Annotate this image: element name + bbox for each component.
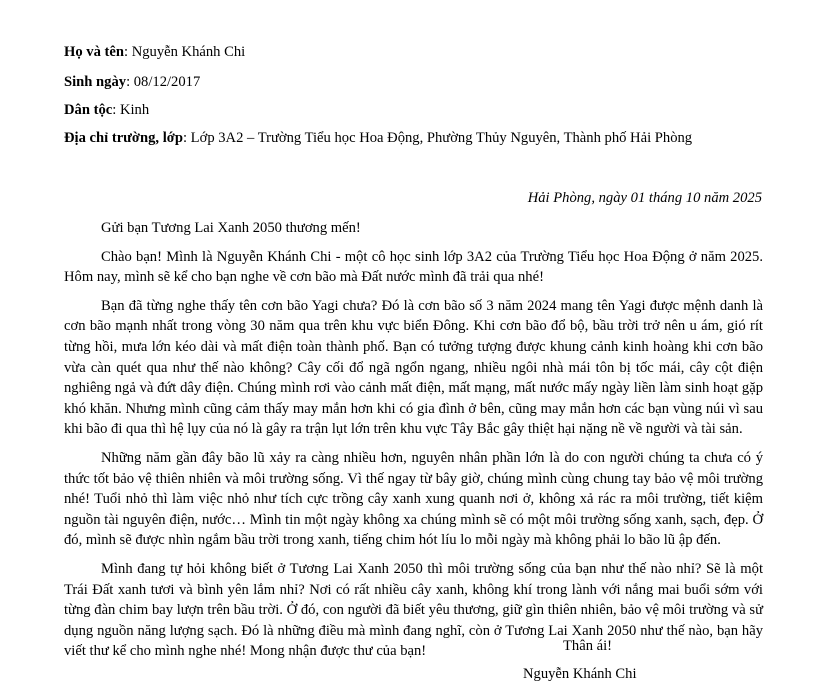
dob-label: Sinh ngày [64, 74, 127, 90]
paragraph-intro: Chào bạn! Mình là Nguyễn Khánh Chi - một cô học sinh lớp 3A2 của Trường Tiểu học Hoa Động ở năm 2025. Hôm nay, mình sẽ kể cho bạn nghe về cơn bão mà Đất nước mình đã trải qua nhé! [64, 248, 763, 286]
letter-body [64, 218, 763, 670]
paragraph-storm: Bạn đã từng nghe thấy tên cơn bão Yagi chưa? Đó là cơn bão số 3 năm 2024 mang tên Yagi được mệnh danh là cơn bão mạnh nhất trong vòng 30 năm qua trên khu vực biển Đông. Khi cơn bão đổ bộ, bầu trời trở nên u ám, gió rít từng hồi, mưa lớn kéo dài và mất điện toàn thành phố. Bạn có tưởng tượng được khung cảnh kinh hoàng khi cơn bão vừa càn quét qua như thế nào không? Cây cối đổ ngã ngổn ngang, nhiều ngôi nhà mái tôn bị tốc mái, cây cột điện nghiêng ngả và đứt dây điện. Chúng mình rơi vào cảnh mất điện, mất mạng, mất nước mấy ngày liền làm sinh hoạt gặp khó khăn. Nhưng mình cũng cảm thấy may mắn hơn khi có gia đình ở bên, cũng may mắn hơn các bạn vùng núi vì sau khi bão đi qua thì hệ lụy của nó là gây ra trận lụt lớn trên khu vực Tây Bắc gây thiệt hại nặng nề về người và tài sản. [64, 297, 763, 438]
address-label: Địa chỉ trường, lớp [64, 130, 183, 146]
ethnicity-label: Dân tộc [64, 102, 113, 118]
ethnicity-value: : Kinh [112, 102, 150, 118]
dob-value: : 08/12/2017 [126, 74, 201, 90]
paragraph-future: Mình đang tự hỏi không biết ở Tương Lai Xanh 2050 thì môi trường sống của bạn như thế nào nhỉ? Sẽ là một Trái Đất xanh tươi và bình yên lắm nhỉ? Nơi có rất nhiều cây xanh, không khí trong lành với nắng mai buổi sớm với từng đàn chim bay lượn trên bầu trời. Ở đó, con người đã biết yêu thương, giữ gìn thiên nhiên, bảo vệ môi trường và sử dụng nguồn năng lượng sạch. Đó là những điều mà mình đang nghĩ, còn ở Tương Lai Xanh 2050 như thế nào, bạn hãy viết thư kể cho mình nghe nhé! Mong nhận được thư của bạn! [64, 560, 763, 660]
letter-closing: Thân ái! [563, 638, 613, 654]
name-value: : Nguyễn Khánh Chi [124, 44, 246, 60]
date-line: Hải Phòng, ngày 01 tháng 10 năm 2025 [527, 190, 762, 206]
school-address-line [64, 130, 692, 147]
ethnicity-line [64, 102, 149, 119]
student-name-line [64, 44, 245, 61]
letter-signature: Nguyễn Khánh Chi [523, 666, 637, 682]
paragraph-environment: Những năm gần đây bão lũ xảy ra càng nhiều hơn, nguyên nhân phần lớn là do con người chúng ta chưa có ý thức tốt bảo vệ thiên nhiên và môi trường sống. Vì thế ngay từ bây giờ, chúng mình cùng chung tay bảo vệ môi trường nhé! Tuổi nhỏ thì làm việc nhỏ như tích cực trồng cây xanh xung quanh nơi ở, không xả rác ra môi trường, tiết kiệm nguồn tài nguyên điện, nước… Mình tin một ngày không xa chúng mình sẽ có một môi trường sống xanh, sạch, đẹp. Ở đó, mình sẽ được nhìn ngắm bầu trời trong xanh, tiếng chim hót líu lo mỗi ngày mà không phải lo bão lũ ập đến. [64, 449, 763, 549]
dob-line [64, 74, 200, 91]
name-label: Họ và tên [64, 44, 124, 60]
address-value: : Lớp 3A2 – Trường Tiểu học Hoa Động, Phường Thủy Nguyên, Thành phố Hải Phòng [182, 130, 693, 146]
letter-greeting: Gửi bạn Tương Lai Xanh 2050 thương mến! [101, 220, 361, 236]
